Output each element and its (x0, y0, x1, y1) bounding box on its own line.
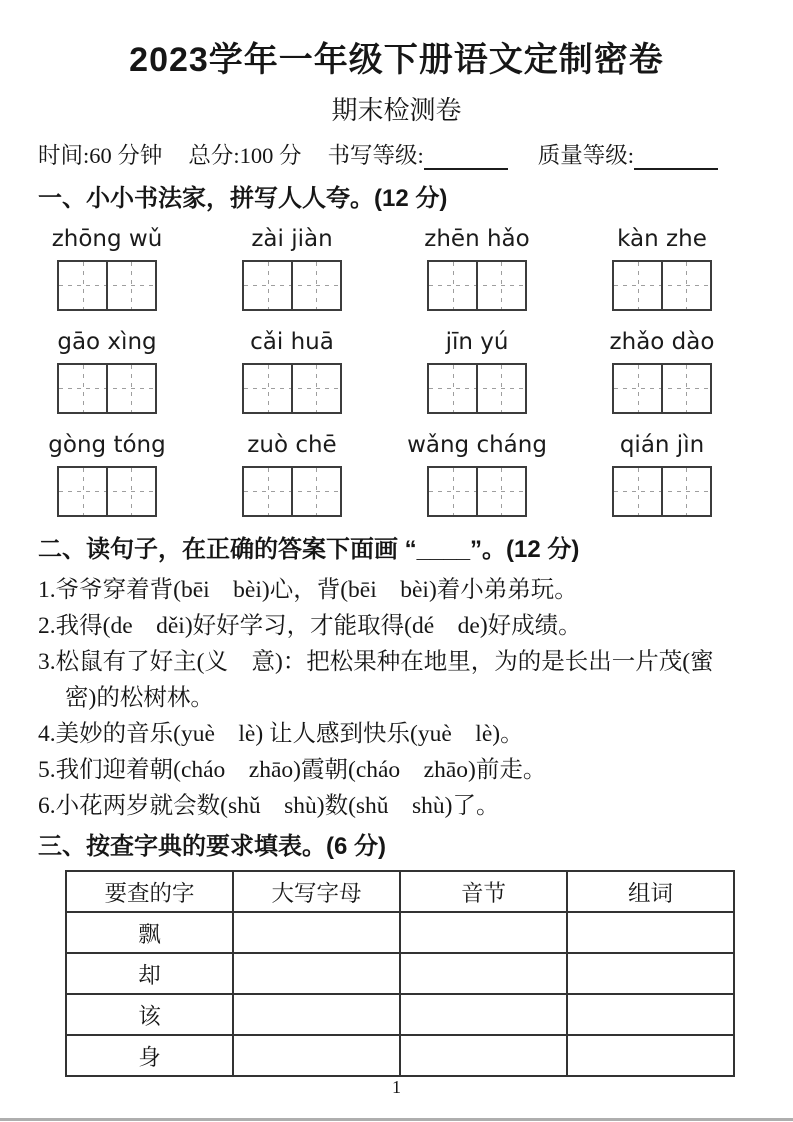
pinyin-item (424, 225, 530, 311)
page-number: 1 (392, 1077, 401, 1097)
writing-box (242, 260, 342, 311)
table-header-row (66, 871, 734, 912)
answer-cell (400, 912, 567, 953)
answer-cell (233, 912, 400, 953)
sentence-line: 3.松鼠有了好主(义 意)：把松果种在地里，为的是长出一片茂(蜜 (38, 649, 714, 675)
pinyin-item (57, 328, 157, 414)
pinyin-item (51, 225, 163, 311)
dictionary-table (65, 870, 735, 1077)
writing-box (242, 363, 342, 414)
pinyin-label: zhēn hǎo (424, 226, 530, 252)
pinyin-label: wǎng cháng (407, 432, 547, 458)
pinyin-label: gāo xìng (57, 329, 157, 355)
pinyin-label: kàn zhe (617, 226, 707, 252)
page-bottom-edge (0, 1118, 793, 1121)
table-row (66, 1035, 734, 1076)
sentence-line: 4.美妙的音乐(yuè lè) 让人感到快乐(yuè lè)。 (38, 721, 524, 747)
writing-box (612, 363, 712, 414)
sentence-line: 1.爷爷穿着背(bēi bèi)心，背(bēi bèi)着小弟弟玩。 (38, 577, 578, 603)
answer-cell (400, 1035, 567, 1076)
page-subtitle: 期末检测卷 (331, 95, 462, 125)
quality-grade-blank (634, 144, 718, 170)
pinyin-item (612, 225, 712, 311)
pinyin-label: zhōng wǔ (51, 226, 163, 252)
section-1-heading: 一、小小书法家，拼写人人夸。(12 分) (38, 185, 448, 212)
sentence-line: 2.我得(de děi)好好学习，才能取得(dé de)好成绩。 (38, 613, 582, 639)
answer-cell (567, 994, 734, 1035)
character-cell: 却 (66, 953, 233, 994)
answer-cell (400, 994, 567, 1035)
character-cell: 飘 (66, 912, 233, 953)
quality-grade-label: 质量等级: (537, 143, 635, 168)
writing-box (427, 260, 527, 311)
pinyin-item (609, 328, 715, 414)
time-label: 时间:60 分钟 (38, 143, 163, 168)
pinyin-label: cǎi huā (250, 329, 334, 355)
answer-cell (567, 912, 734, 953)
writing-grade-blank (424, 144, 508, 170)
table-header-cell: 要查的字 (66, 871, 233, 912)
table-row (66, 912, 734, 953)
pinyin-label: jīn yú (445, 329, 509, 355)
pinyin-grid-row-2 (57, 328, 715, 414)
pinyin-label: zài jiàn (251, 226, 333, 252)
writing-box (612, 260, 712, 311)
pinyin-label: zuò chē (247, 432, 337, 458)
page-title: 2023学年一年级下册语文定制密卷 (129, 41, 664, 79)
pinyin-item (242, 225, 342, 311)
pinyin-label: zhǎo dào (609, 329, 715, 355)
writing-box (427, 466, 527, 517)
answer-cell (400, 953, 567, 994)
table-row (66, 953, 734, 994)
writing-box (427, 363, 527, 414)
answer-cell (233, 953, 400, 994)
writing-box (612, 466, 712, 517)
writing-box (57, 363, 157, 414)
answer-cell (233, 1035, 400, 1076)
pinyin-item (612, 431, 712, 517)
writing-box (57, 260, 157, 311)
sentence-line-continuation: 密)的松树林。 (65, 685, 214, 711)
table-row (66, 994, 734, 1035)
pinyin-grid-row-1 (51, 225, 712, 311)
writing-box (57, 466, 157, 517)
pinyin-item (242, 431, 342, 517)
total-score-label: 总分:100 分 (188, 143, 302, 168)
sentence-line: 6.小花两岁就会数(shǔ shù)数(shǔ shù)了。 (38, 793, 500, 819)
table-header-cell: 大写字母 (233, 871, 400, 912)
pinyin-label: gòng tóng (48, 432, 166, 458)
pinyin-item (407, 431, 547, 517)
character-cell: 身 (66, 1035, 233, 1076)
section-3-heading: 三、按查字典的要求填表。(6 分) (38, 833, 386, 860)
sentence-list (0, 572, 793, 824)
answer-cell (567, 1035, 734, 1076)
answer-cell (233, 994, 400, 1035)
pinyin-item (48, 431, 166, 517)
section-2-heading: 二、读句子，在正确的答案下面画 “____”。(12 分) (38, 536, 580, 563)
character-cell: 该 (66, 994, 233, 1035)
writing-grade-label: 书写等级: (327, 143, 424, 168)
sentence-line: 5.我们迎着朝(cháo zhāo)霞朝(cháo zhāo)前走。 (38, 757, 547, 783)
table-header-cell: 音节 (400, 871, 567, 912)
answer-cell (567, 953, 734, 994)
pinyin-grid-row-3 (48, 431, 712, 517)
pinyin-label: qián jìn (619, 432, 705, 458)
pinyin-item (242, 328, 342, 414)
table-header-cell: 组词 (567, 871, 734, 912)
writing-box (242, 466, 342, 517)
pinyin-item (427, 328, 527, 414)
exam-info-line (38, 142, 755, 170)
